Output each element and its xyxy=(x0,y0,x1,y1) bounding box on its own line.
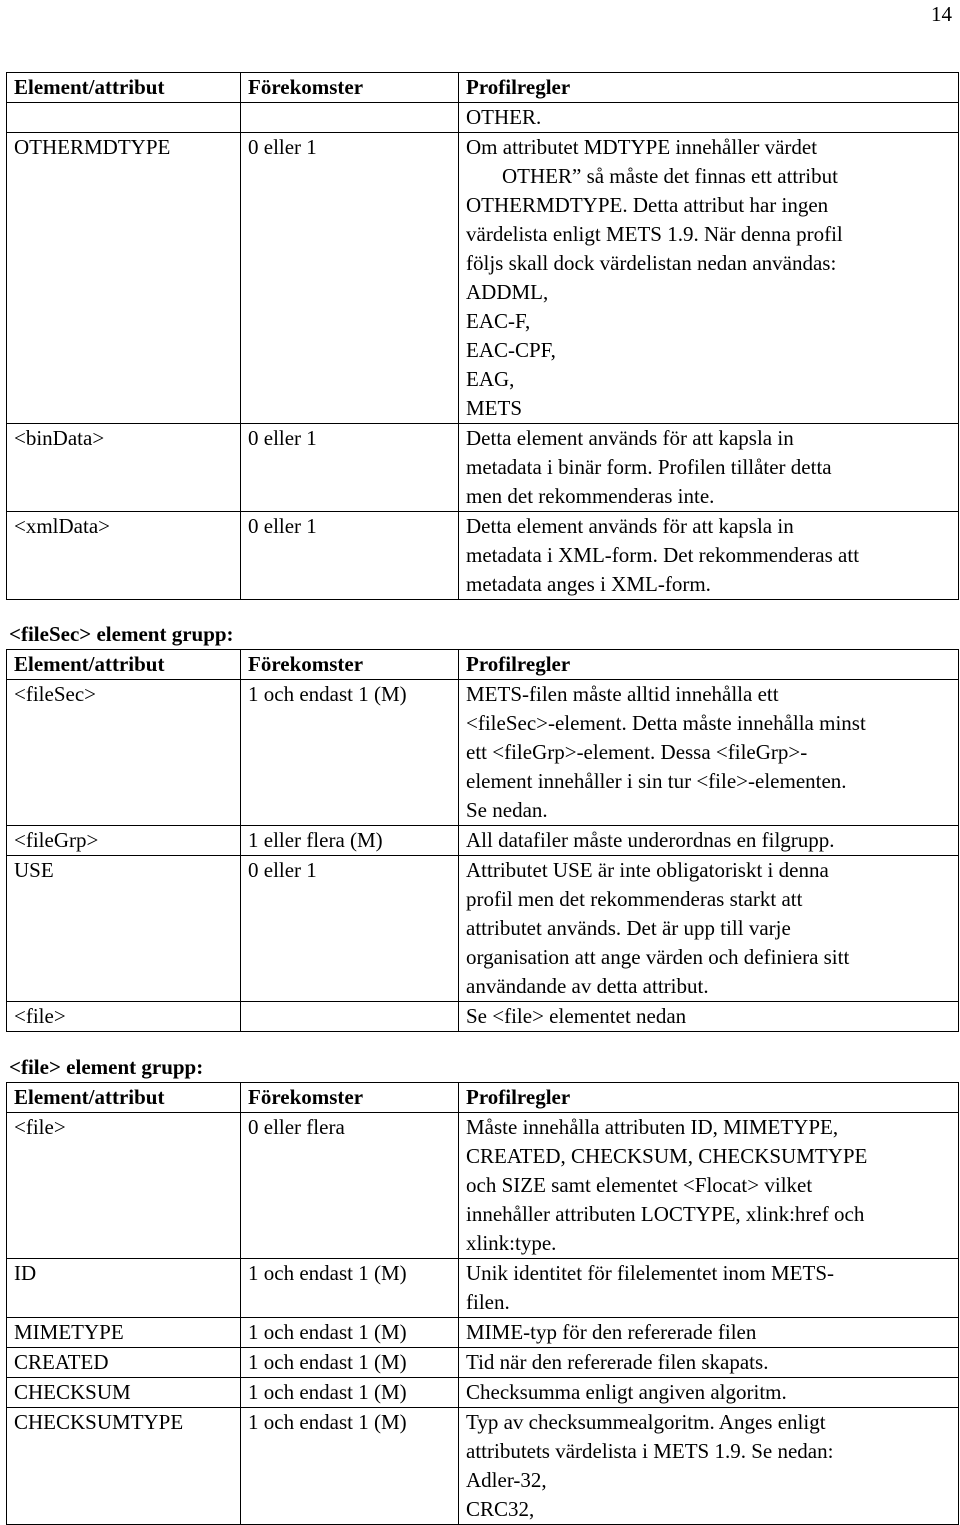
table-header-row xyxy=(7,73,959,103)
rule-line: Se <file> elementet nedan xyxy=(466,1004,687,1028)
rule-line: CRC32, xyxy=(466,1497,535,1521)
table-row xyxy=(7,1408,959,1525)
cell-occurrence xyxy=(241,103,459,133)
rule-line: värdelista enligt METS 1.9. När denna profil xyxy=(466,222,843,246)
cell-element: <fileGrp> xyxy=(7,826,241,856)
cell-element: <xmlData> xyxy=(7,512,241,600)
cell-rule xyxy=(459,133,959,424)
cell-rule xyxy=(459,1259,959,1318)
table-row xyxy=(7,826,959,856)
cell-occurrence: 0 eller 1 xyxy=(241,133,459,424)
cell-occurrence: 1 eller flera (M) xyxy=(241,826,459,856)
table-row xyxy=(7,1348,959,1378)
table-row xyxy=(7,1002,959,1032)
cell-rule xyxy=(459,826,959,856)
cell-occurrence: 0 eller 1 xyxy=(241,512,459,600)
rule-line: Tid när den refererade filen skapats. xyxy=(466,1350,769,1374)
rule-line: Detta element används för att kapsla in xyxy=(466,514,794,538)
table-row xyxy=(7,512,959,600)
header-occurrence: Förekomster xyxy=(241,73,459,103)
rule-line: MIME-typ för den refererade filen xyxy=(466,1320,757,1344)
table-row xyxy=(7,424,959,512)
table-file xyxy=(6,1082,959,1525)
cell-rule xyxy=(459,1318,959,1348)
cell-element: <file> xyxy=(7,1002,241,1032)
header-rules: Profilregler xyxy=(459,73,959,103)
table-filesec xyxy=(6,649,959,1032)
page-number: 14 xyxy=(931,2,952,26)
rule-line: metadata anges i XML-form. xyxy=(466,572,711,596)
header-occurrence: Förekomster xyxy=(241,1083,459,1113)
table-row xyxy=(7,103,959,133)
cell-element: USE xyxy=(7,856,241,1002)
section-metadata xyxy=(6,72,956,600)
rule-line: EAC-F, xyxy=(466,309,531,333)
header-element: Element/attribut xyxy=(7,73,241,103)
rule-line: följs skall dock värdelistan nedan användas: xyxy=(466,251,837,275)
cell-element: OTHERMDTYPE xyxy=(7,133,241,424)
cell-element: ID xyxy=(7,1259,241,1318)
rule-line: innehåller attributen LOCTYPE, xlink:href och xyxy=(466,1202,865,1226)
rule-line: metadata i binär form. Profilen tillåter detta xyxy=(466,455,832,479)
table-header-row xyxy=(7,650,959,680)
rule-line: OTHERMDTYPE. Detta attribut har ingen xyxy=(466,193,829,217)
rule-line: men det rekommenderas inte. xyxy=(466,484,715,508)
table-row xyxy=(7,1259,959,1318)
rule-line: OTHER. xyxy=(466,105,542,129)
rule-line: ADDML, xyxy=(466,280,549,304)
rule-line: <fileSec>-element. Detta måste innehålla minst xyxy=(466,711,866,735)
section-filesec xyxy=(6,620,956,1032)
cell-element: CREATED xyxy=(7,1348,241,1378)
cell-element: MIMETYPE xyxy=(7,1318,241,1348)
cell-rule xyxy=(459,680,959,826)
cell-rule xyxy=(459,1113,959,1259)
rule-line: Se nedan. xyxy=(466,798,548,822)
rule-line: och SIZE samt elementet <Flocat> vilket xyxy=(466,1173,813,1197)
cell-rule xyxy=(459,856,959,1002)
rule-line: filen. xyxy=(466,1290,510,1314)
cell-rule xyxy=(459,424,959,512)
table-header-row xyxy=(7,1083,959,1113)
cell-element: <fileSec> xyxy=(7,680,241,826)
cell-element: <binData> xyxy=(7,424,241,512)
cell-occurrence: 0 eller 1 xyxy=(241,856,459,1002)
cell-rule xyxy=(459,1002,959,1032)
cell-occurrence: 1 och endast 1 (M) xyxy=(241,1318,459,1348)
section-heading: <fileSec> element grupp: xyxy=(9,622,234,646)
cell-element xyxy=(7,103,241,133)
rule-line: användande av detta attribut. xyxy=(466,974,709,998)
rule-line: Unik identitet för filelementet inom METS- xyxy=(466,1261,835,1285)
cell-rule xyxy=(459,1408,959,1525)
rule-line: metadata i XML-form. Det rekommenderas att xyxy=(466,543,860,567)
rule-line: METS xyxy=(466,396,523,420)
cell-occurrence: 1 och endast 1 (M) xyxy=(241,1408,459,1525)
cell-occurrence: 1 och endast 1 (M) xyxy=(241,1259,459,1318)
rule-line: Adler-32, xyxy=(466,1468,547,1492)
table-row xyxy=(7,856,959,1002)
cell-occurrence: 1 och endast 1 (M) xyxy=(241,1378,459,1408)
rule-line: Detta element används för att kapsla in xyxy=(466,426,794,450)
cell-rule xyxy=(459,1378,959,1408)
table-row xyxy=(7,680,959,826)
section-heading: <file> element grupp: xyxy=(9,1055,204,1079)
rule-line: profil men det rekommenderas starkt att xyxy=(466,887,803,911)
table-row xyxy=(7,1318,959,1348)
rule-line: Om attributet MDTYPE innehåller värdet xyxy=(466,135,818,159)
cell-occurrence: 0 eller flera xyxy=(241,1113,459,1259)
cell-occurrence: 0 eller 1 xyxy=(241,424,459,512)
rule-line: Typ av checksummealgoritm. Anges enligt xyxy=(466,1410,826,1434)
cell-occurrence: 1 och endast 1 (M) xyxy=(241,1348,459,1378)
cell-element: CHECKSUM xyxy=(7,1378,241,1408)
cell-rule xyxy=(459,1348,959,1378)
rule-line: EAG, xyxy=(466,367,515,391)
rule-line: Attributet USE är inte obligatoriskt i denna xyxy=(466,858,829,882)
rule-line: EAC-CPF, xyxy=(466,338,556,362)
header-element: Element/attribut xyxy=(7,650,241,680)
rule-line: All datafiler måste underordnas en filgrupp. xyxy=(466,828,835,852)
rule-line: attributets värdelista i METS 1.9. Se nedan: xyxy=(466,1439,834,1463)
rule-line: attributet används. Det är upp till varje xyxy=(466,916,791,940)
rule-line: OTHER” så måste det finnas ett attribut xyxy=(502,164,838,188)
header-occurrence: Förekomster xyxy=(241,650,459,680)
cell-occurrence xyxy=(241,1002,459,1032)
header-rules: Profilregler xyxy=(459,1083,959,1113)
rule-line: METS-filen måste alltid innehålla ett xyxy=(466,682,779,706)
rule-line: element innehåller i sin tur <file>-elementen. xyxy=(466,769,847,793)
table-metadata xyxy=(6,72,959,600)
header-rules: Profilregler xyxy=(459,650,959,680)
table-row xyxy=(7,133,959,424)
rule-line: Måste innehålla attributen ID, MIMETYPE, xyxy=(466,1115,839,1139)
section-file xyxy=(6,1053,956,1525)
rule-line: CREATED, CHECKSUM, CHECKSUMTYPE xyxy=(466,1144,868,1168)
rule-line: organisation att ange värden och definiera sitt xyxy=(466,945,850,969)
rule-line: ett <fileGrp>-element. Dessa <fileGrp>- xyxy=(466,740,808,764)
cell-element: CHECKSUMTYPE xyxy=(7,1408,241,1525)
table-row xyxy=(7,1378,959,1408)
table-row xyxy=(7,1113,959,1259)
cell-occurrence: 1 och endast 1 (M) xyxy=(241,680,459,826)
header-element: Element/attribut xyxy=(7,1083,241,1113)
rule-line: Checksumma enligt angiven algoritm. xyxy=(466,1380,787,1404)
rule-line: xlink:type. xyxy=(466,1231,557,1255)
cell-rule xyxy=(459,512,959,600)
cell-rule xyxy=(459,103,959,133)
cell-element: <file> xyxy=(7,1113,241,1259)
